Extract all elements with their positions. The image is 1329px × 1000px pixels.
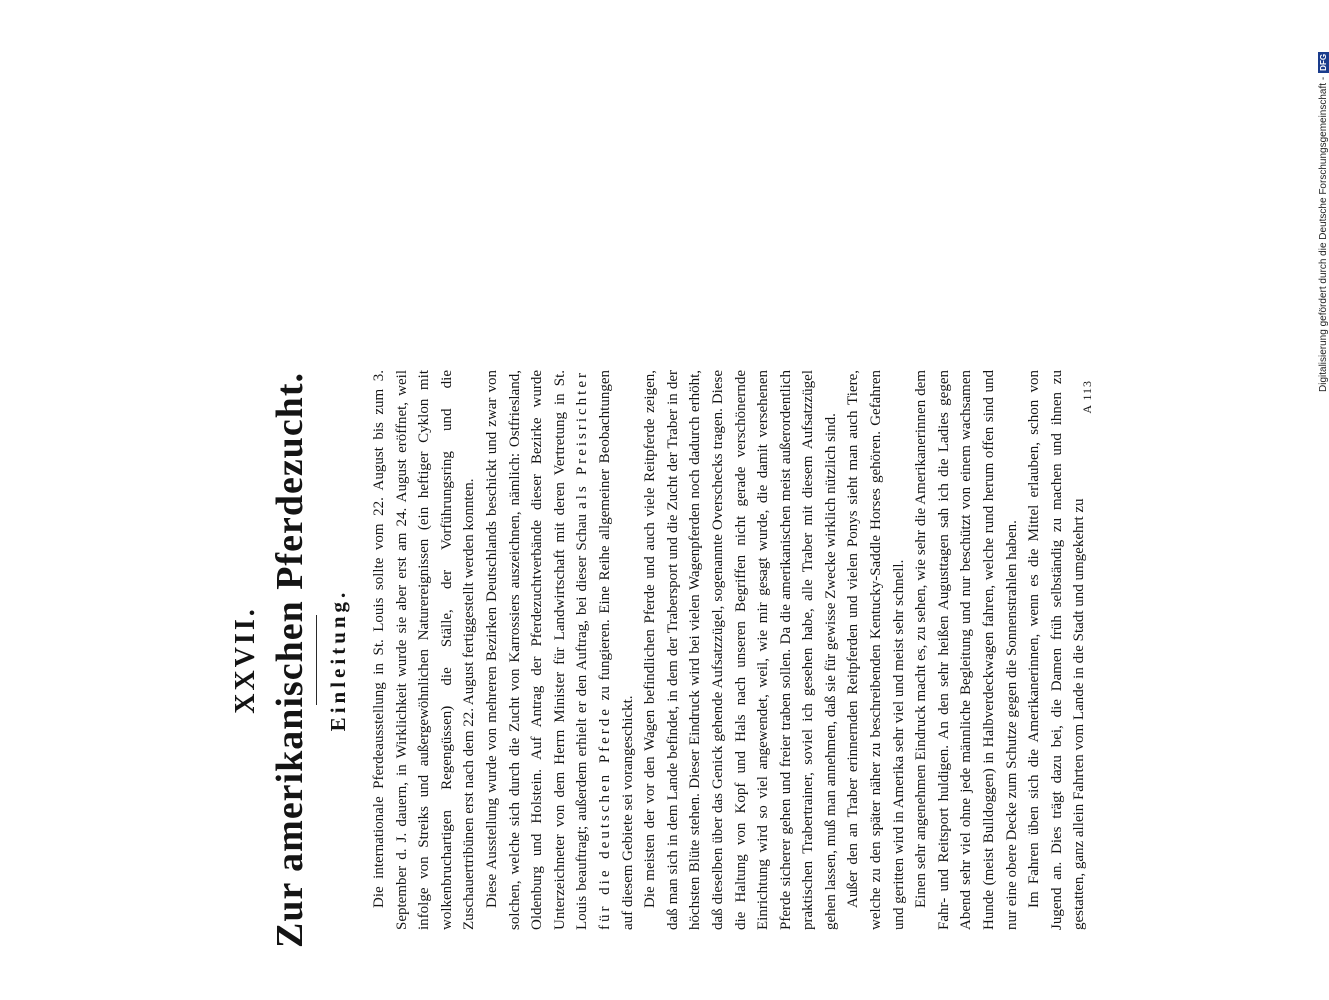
funding-credit xyxy=(1318,0,1329,392)
chapter-number: XXVII. xyxy=(230,606,261,714)
paragraph-3: Die meisten der vor den Wagen befindlichen Pferde und auch viele Reitpferde zeigen, daß man sich in dem Lande befindet, in dem der Trabersport und die Zucht der Traber in der höchsten Blüte stehen. Dieser Eindruck wird bei vielen Wagenpferden noch dadurch erhöht, daß dieselben über das Genick gehende Aufsatzzügel, sogenannte Overschecks tragen. Diese die Haltung von Kopf und Hals nach unseren Begriffen nicht gerade verschönernde Einrichtung wird so viel angewendet, weil, wie mir gesagt wurde, die damit versehenen Pferde sicherer gehen und freier traben sollen. Da die amerikanischen meist außerordentlich praktischen Trabertrainer, soviel ich gesehen habe, alle Traber mit diesem Aufsatzzügel gehen lassen, muß man annehmen, daß sie für gewisse Zwecke wirklich nützlich sind. xyxy=(642,370,839,930)
body-text xyxy=(368,370,1091,930)
paragraph-6: Im Fahren üben sich die Amerikanerinnen, wenn es die Mittel erlauben, schon von Jugend an. Dies trägt dazu bei, die Damen früh selbständig zu machen und ihnen zu gestatten, ganz allein Fahrten vom Lande in die Stadt und umgekehrt zu xyxy=(1026,370,1088,930)
dfg-logo: DFG xyxy=(1319,53,1328,71)
paragraph-1: Die internationale Pferdeausstellung in St. Louis sollte vom 22. August bis zum 3. September d. J. dauern, in Wirklichkeit wurde sie aber erst am 24. August eröffnet, weil infolge von Streiks und außergewöhnlichen Naturereignissen (ein heftiger Cyklon mit wolkenbruchartigen Regengüssen) die Ställe, der Vorführungsring und die Zuschauertribünen erst nach dem 22. August fertiggestellt werden konnten. xyxy=(371,370,478,930)
paragraph-2 xyxy=(481,370,639,930)
paragraph-2-end: zu fungieren. Eine Reihe allgemeiner Beobachtungen auf diesem Gebiete sei vorangeschickt. xyxy=(596,370,636,930)
chapter-title: Zur amerikanischen Pferdezucht. xyxy=(269,372,311,948)
title-divider xyxy=(316,615,317,705)
paragraph-2-start: Diese Ausstellung wurde von mehreren Bezirken Deutschlands beschickt und zwar von solchen, welche sich durch die Zucht von Karrossiers auszeichnen, nämlich: Ostfriesland, Oldenburg und Holstein. Auf Antrag der Pferdezuchtverbände dieser Bezirke wurde Unterzeichneter von dem Herrn Minister für Landwirtschaft mit deren Vertretung in St. Louis beauftragt; außerdem erhielt er den Auftrag, bei dieser Schau xyxy=(483,370,591,930)
scanned-page xyxy=(220,370,1120,950)
paragraph-4: Außer den an Traber erinnernden Reitpferden und vielen Ponys sieht man auch Tiere, welche zu den später näher zu beschreibenden Kentucky-Saddle Horses gehören. Gefahren und geritten wird in Amerika sehr viel und meist sehr schnell. xyxy=(845,370,907,930)
section-heading: Einleitung. xyxy=(326,588,350,732)
spaced-emphasis: als Preisrichter für die deutschen Pferde xyxy=(574,370,613,930)
page-signature: A 113 xyxy=(1080,380,1094,414)
funding-credit-text: Digitalisierung gefördert durch die Deutsche Forschungsgemeinschaft - xyxy=(1318,76,1329,392)
paragraph-5: Einen sehr angenehmen Eindruck macht es, zu sehen, wie sehr die Amerikanerinnen dem Fahr- und Reitsport huldigen. An den sehr heißen Augusttagen sah ich die Ladies gegen Abend sehr viel ohne jede männliche Begleitung und nur beschützt von einem wachsamen Hunde (meist Bulldoggen) in Halbverdeckwagen fahren, welche rund herum offen sind und nur eine obere Decke zum Schutze gegen die Sonnenstrahlen haben. xyxy=(913,370,1020,930)
